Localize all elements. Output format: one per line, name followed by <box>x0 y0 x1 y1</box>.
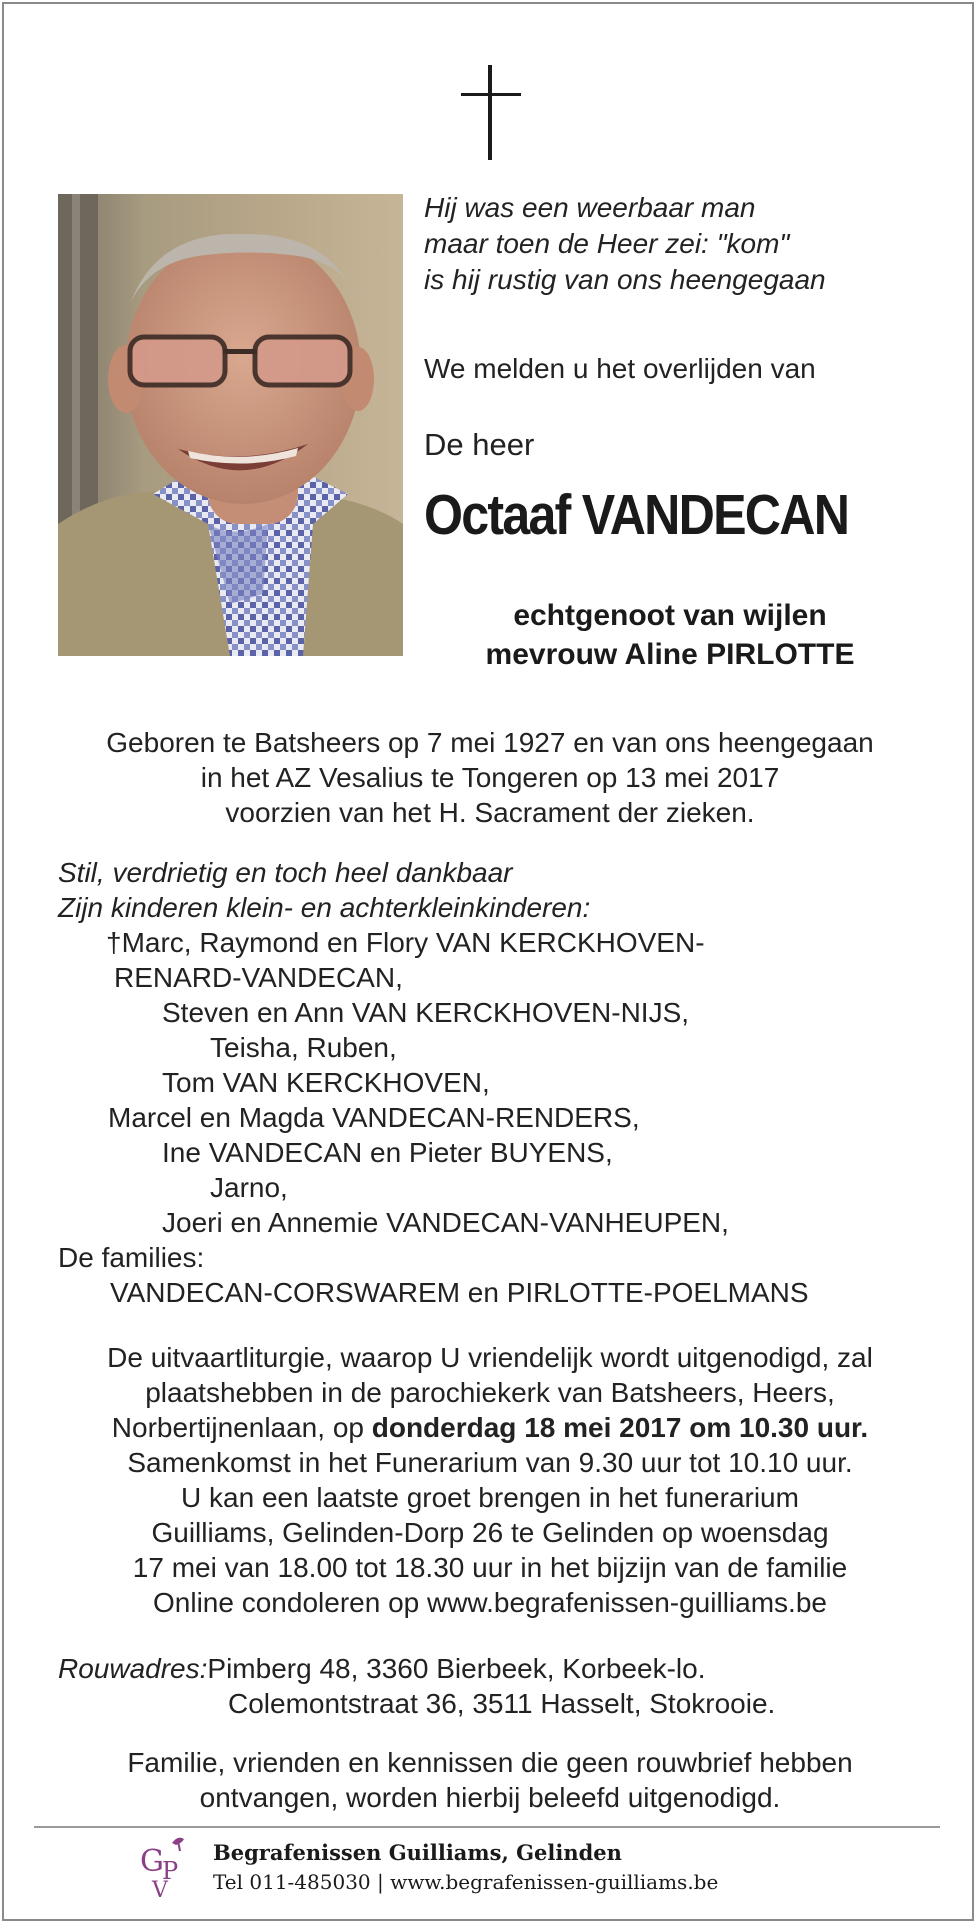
svg-text:G: G <box>140 1844 164 1879</box>
footer-divider <box>34 1826 940 1828</box>
service-datetime: donderdag 18 mei 2017 om 10.30 uur. <box>371 1412 869 1443</box>
condolence-line: Online condoleren op www.begrafenissen-guilliams.be <box>153 1587 827 1618</box>
closing-line: Familie, vrienden en kennissen die geen rouwbrief hebben <box>127 1747 853 1778</box>
service-line: Guilliams, Gelinden-Dorp 26 te Gelinden op woensdag <box>151 1517 829 1548</box>
deceased-name: Octaaf VANDECAN <box>424 483 849 547</box>
mourners-list <box>58 855 809 1310</box>
mourner-line: Jarno, <box>210 1172 288 1203</box>
address-line: Colemontstraat 36, 3511 Hasselt, Stokrooie. <box>228 1688 776 1719</box>
birth-death-line: voorzien van het H. Sacrament der zieken. <box>225 797 755 828</box>
cross-icon <box>461 65 521 160</box>
service-line: 17 mei van 18.00 tot 18.30 uur in het bijzijn van de familie <box>132 1552 848 1583</box>
families-label: De families: <box>58 1242 205 1273</box>
quote-line: Hij was een weerbaar man <box>424 192 756 223</box>
birth-death-line: in het AZ Vesalius te Tongeren op 13 mei 2017 <box>200 762 780 793</box>
closing-line: ontvangen, worden hierbij beleefd uitgenodigd. <box>199 1782 781 1813</box>
spouse-info <box>430 596 910 674</box>
service-line: Samenkomst in het Funerarium van 9.30 uur tot 10.10 uur. <box>127 1447 853 1478</box>
mourner-line: Marcel en Magda VANDECAN-RENDERS, <box>108 1102 640 1133</box>
svg-text:V: V <box>152 1878 168 1899</box>
spouse-line: echtgenoot van wijlen <box>513 599 827 632</box>
mourner-line: Teisha, Ruben, <box>210 1032 397 1063</box>
service-line: U kan een laatste groet brengen in het funerarium <box>181 1482 799 1513</box>
mourner-line: Tom VAN KERCKHOVEN, <box>162 1067 490 1098</box>
service-info <box>40 1340 940 1620</box>
spouse-line: mevrouw Aline PIRLOTTE <box>485 638 855 671</box>
announcement: We melden u het overlijden van <box>424 353 816 384</box>
mourners-intro: Stil, verdrietig en toch heel dankbaar <box>58 857 513 888</box>
closing-note <box>40 1745 940 1815</box>
service-line: De uitvaartliturgie, waarop U vriendelijk wordt uitgenodigd, zal <box>107 1342 873 1373</box>
address-first: Pimberg 48, 3360 Bierbeek, Korbeek-lo. <box>207 1653 706 1684</box>
service-line: plaatshebben in de parochiekerk van Batsheers, Heers, <box>145 1377 835 1408</box>
memorial-quote <box>424 190 826 298</box>
funeral-home-logo-icon <box>138 1833 196 1899</box>
mourning-address <box>58 1651 775 1721</box>
mourner-line: Ine VANDECAN en Pieter BUYENS, <box>162 1137 613 1168</box>
quote-line: maar toen de Heer zei: "kom" <box>424 228 790 259</box>
families-names: VANDECAN-CORSWAREM en PIRLOTTE-POELMANS <box>110 1277 809 1308</box>
mourner-line: †Marc, Raymond en Flory VAN KERCKHOVEN- <box>106 927 705 958</box>
service-location-end: Norbertijnenlaan, op <box>111 1412 372 1443</box>
svg-text:P: P <box>162 1857 179 1885</box>
address-label: Rouwadres: <box>58 1653 208 1684</box>
address-line <box>58 1651 775 1686</box>
quote-line: is hij rustig van ons heengegaan <box>424 264 826 295</box>
birth-death-info <box>40 725 940 830</box>
mourner-line: Joeri en Annemie VANDECAN-VANHEUPEN, <box>162 1207 729 1238</box>
portrait-photo <box>58 194 403 656</box>
birth-death-line: Geboren te Batsheers op 7 mei 1927 en van ons heengegaan <box>106 727 874 758</box>
mourners-intro: Zijn kinderen klein- en achterkleinkinderen: <box>58 892 591 923</box>
mourner-line: RENARD-VANDECAN, <box>114 962 403 993</box>
funeral-home-contact: Tel 011-485030 | www.begrafenissen-guilliams.be <box>213 1870 719 1894</box>
honorific: De heer <box>424 427 535 462</box>
funeral-home-name: Begrafenissen Guilliams, Gelinden <box>213 1840 622 1865</box>
mourner-line: Steven en Ann VAN KERCKHOVEN-NIJS, <box>162 997 690 1028</box>
service-line <box>40 1410 940 1445</box>
